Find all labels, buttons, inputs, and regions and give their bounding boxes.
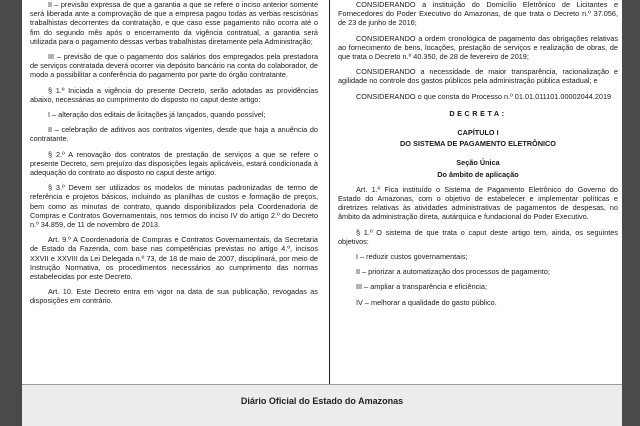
paragraph-inc-i: I – alteração dos editais de licitações já lançados, quando possível; bbox=[48, 110, 266, 120]
considerando-2: CONSIDERANDO a ordem cronológica de pagamento das obrigações relativas ao fornecimento de bens, locações, prestação de serviços e realização de obras, de que trata o Decreto n.º 40.350, de 28 de fevereiro de 2019; bbox=[338, 33, 618, 62]
objective-item: I – reduzir custos governamentais; bbox=[356, 252, 468, 262]
right-column bbox=[338, 0, 618, 384]
paragraph-item-ii: II – previsão expressa de que a garantia a que se refere o inciso anterior somente será liberada ante a comprovação de que a empresa pagou todas as verbas rescisórias trabalhistas decorrentes da contratação, e que caso esse pagamento não ocorra até o fim do segundo mês após o encerramento da vigência contratual, a garantia será utilizada para o pagamento dessas verbas trabalhistas diretamente pela Administração; bbox=[30, 0, 318, 46]
section-heading: Seção Única bbox=[456, 158, 500, 168]
objective-item: II – priorizar a automatização dos processos de pagamento; bbox=[356, 267, 550, 277]
paragraph-par2: § 2.º A renovação dos contratos de prestação de serviços a que se refere o presente Decreto, sem prejuízo das disposições legais aplicáveis, estará condicionada à adequação do contrato ao disposto no caput deste artigo. bbox=[30, 149, 318, 178]
considerando-4: CONSIDERANDO o que consta do Processo n.º 01.01.011101.00002044.2019 bbox=[356, 91, 612, 101]
considerando-1: CONSIDERANDO a instituição do Domicílio Eletrônico de Licitantes e Fornecedores do Poder Executivo do Amazonas, de que trata o Decreto n.º 37.056, de 23 de junho de 2016; bbox=[338, 0, 618, 28]
column-divider bbox=[329, 0, 330, 384]
considerando-3: CONSIDERANDO a necessidade de maior transparência, racionalização e agilidade no controle dos gastos públicos pela administração pública estadual; e bbox=[338, 67, 618, 86]
chapter-title: DO SISTEMA DE PAGAMENTO ELETRÔNICO bbox=[400, 139, 556, 149]
paragraph-art1-par1: § 1.º O sistema de que trata o caput deste artigo tem, ainda, os seguintes objetivos: bbox=[338, 227, 618, 246]
paragraph-inc-ii: II – celebração de aditivos aos contratos vigentes, desde que haja a anuência do contratante. bbox=[30, 125, 318, 144]
paragraph-art1: Art. 1.º Fica instituído o Sistema de Pagamento Eletrônico do Governo do Estado do Amazonas, com o objetivo de estabelecer e implementar políticas e diretrizes relativas às atividades administrativas de pagamentos de despesas, no âmbito da administração direta, autárquica e fundacional do Poder Executivo. bbox=[338, 184, 618, 222]
paragraph-par1: § 1.º Iniciada a vigência do presente Decreto, serão adotadas as providências abaixo, necessárias ao cumprimento do disposto no caput deste artigo: bbox=[30, 85, 318, 104]
document-page bbox=[22, 0, 622, 384]
chapter-heading: CAPÍTULO I bbox=[457, 128, 499, 138]
page-footer bbox=[22, 384, 622, 426]
footer-title: Diário Oficial do Estado do Amazonas bbox=[240, 396, 404, 406]
paragraph-par3: § 3.º Devem ser utilizados os modelos de minutas padronizadas de termo de referência e projetos básicos, incluindo as planilhas de custos e formação de preços, bem como as minutas de contrato, quando disponibilizados pela Coordenadoria de Compras e Contratos Governamentais, nos termos do inciso IV do artigo 2.º do Decreto n.º 34.859, de 11 de novembro de 2013. bbox=[30, 183, 318, 230]
objective-item: III – ampliar a transparência e eficiência; bbox=[356, 282, 488, 292]
decreta-heading: DECRETA: bbox=[449, 108, 507, 118]
paragraph-art10: Art. 10. Este Decreto entra em vigor na data de sua publicação, revogadas as disposições em contrário. bbox=[30, 287, 318, 306]
section-title: Do âmbito de aplicação bbox=[437, 169, 519, 179]
paragraph-item-iii: III – previsão de que o pagamento dos salários dos empregados pela prestadora de serviços contratada deverá ocorrer via depósito bancário na conta do colaborador, de modo a possibilitar a conferência do pagamento por parte do órgão contratante. bbox=[30, 52, 318, 80]
objective-item: IV – melhorar a qualidade do gasto público. bbox=[356, 297, 497, 307]
left-column bbox=[30, 0, 318, 384]
paragraph-art9: Art. 9.º A Coordenadoria de Compras e Contratos Governamentais, da Secretaria de Estado da Fazenda, com base nas competências previstas no artigo 4.º, incisos XXVII e XXVIII da Lei Delegada n.º 73, de 18 de maio de 2007, disciplinará, por meio de Instrução Normativa, os procedimentos necessários ao cumprimento das normas estabelecidas por este Decreto. bbox=[30, 235, 318, 282]
